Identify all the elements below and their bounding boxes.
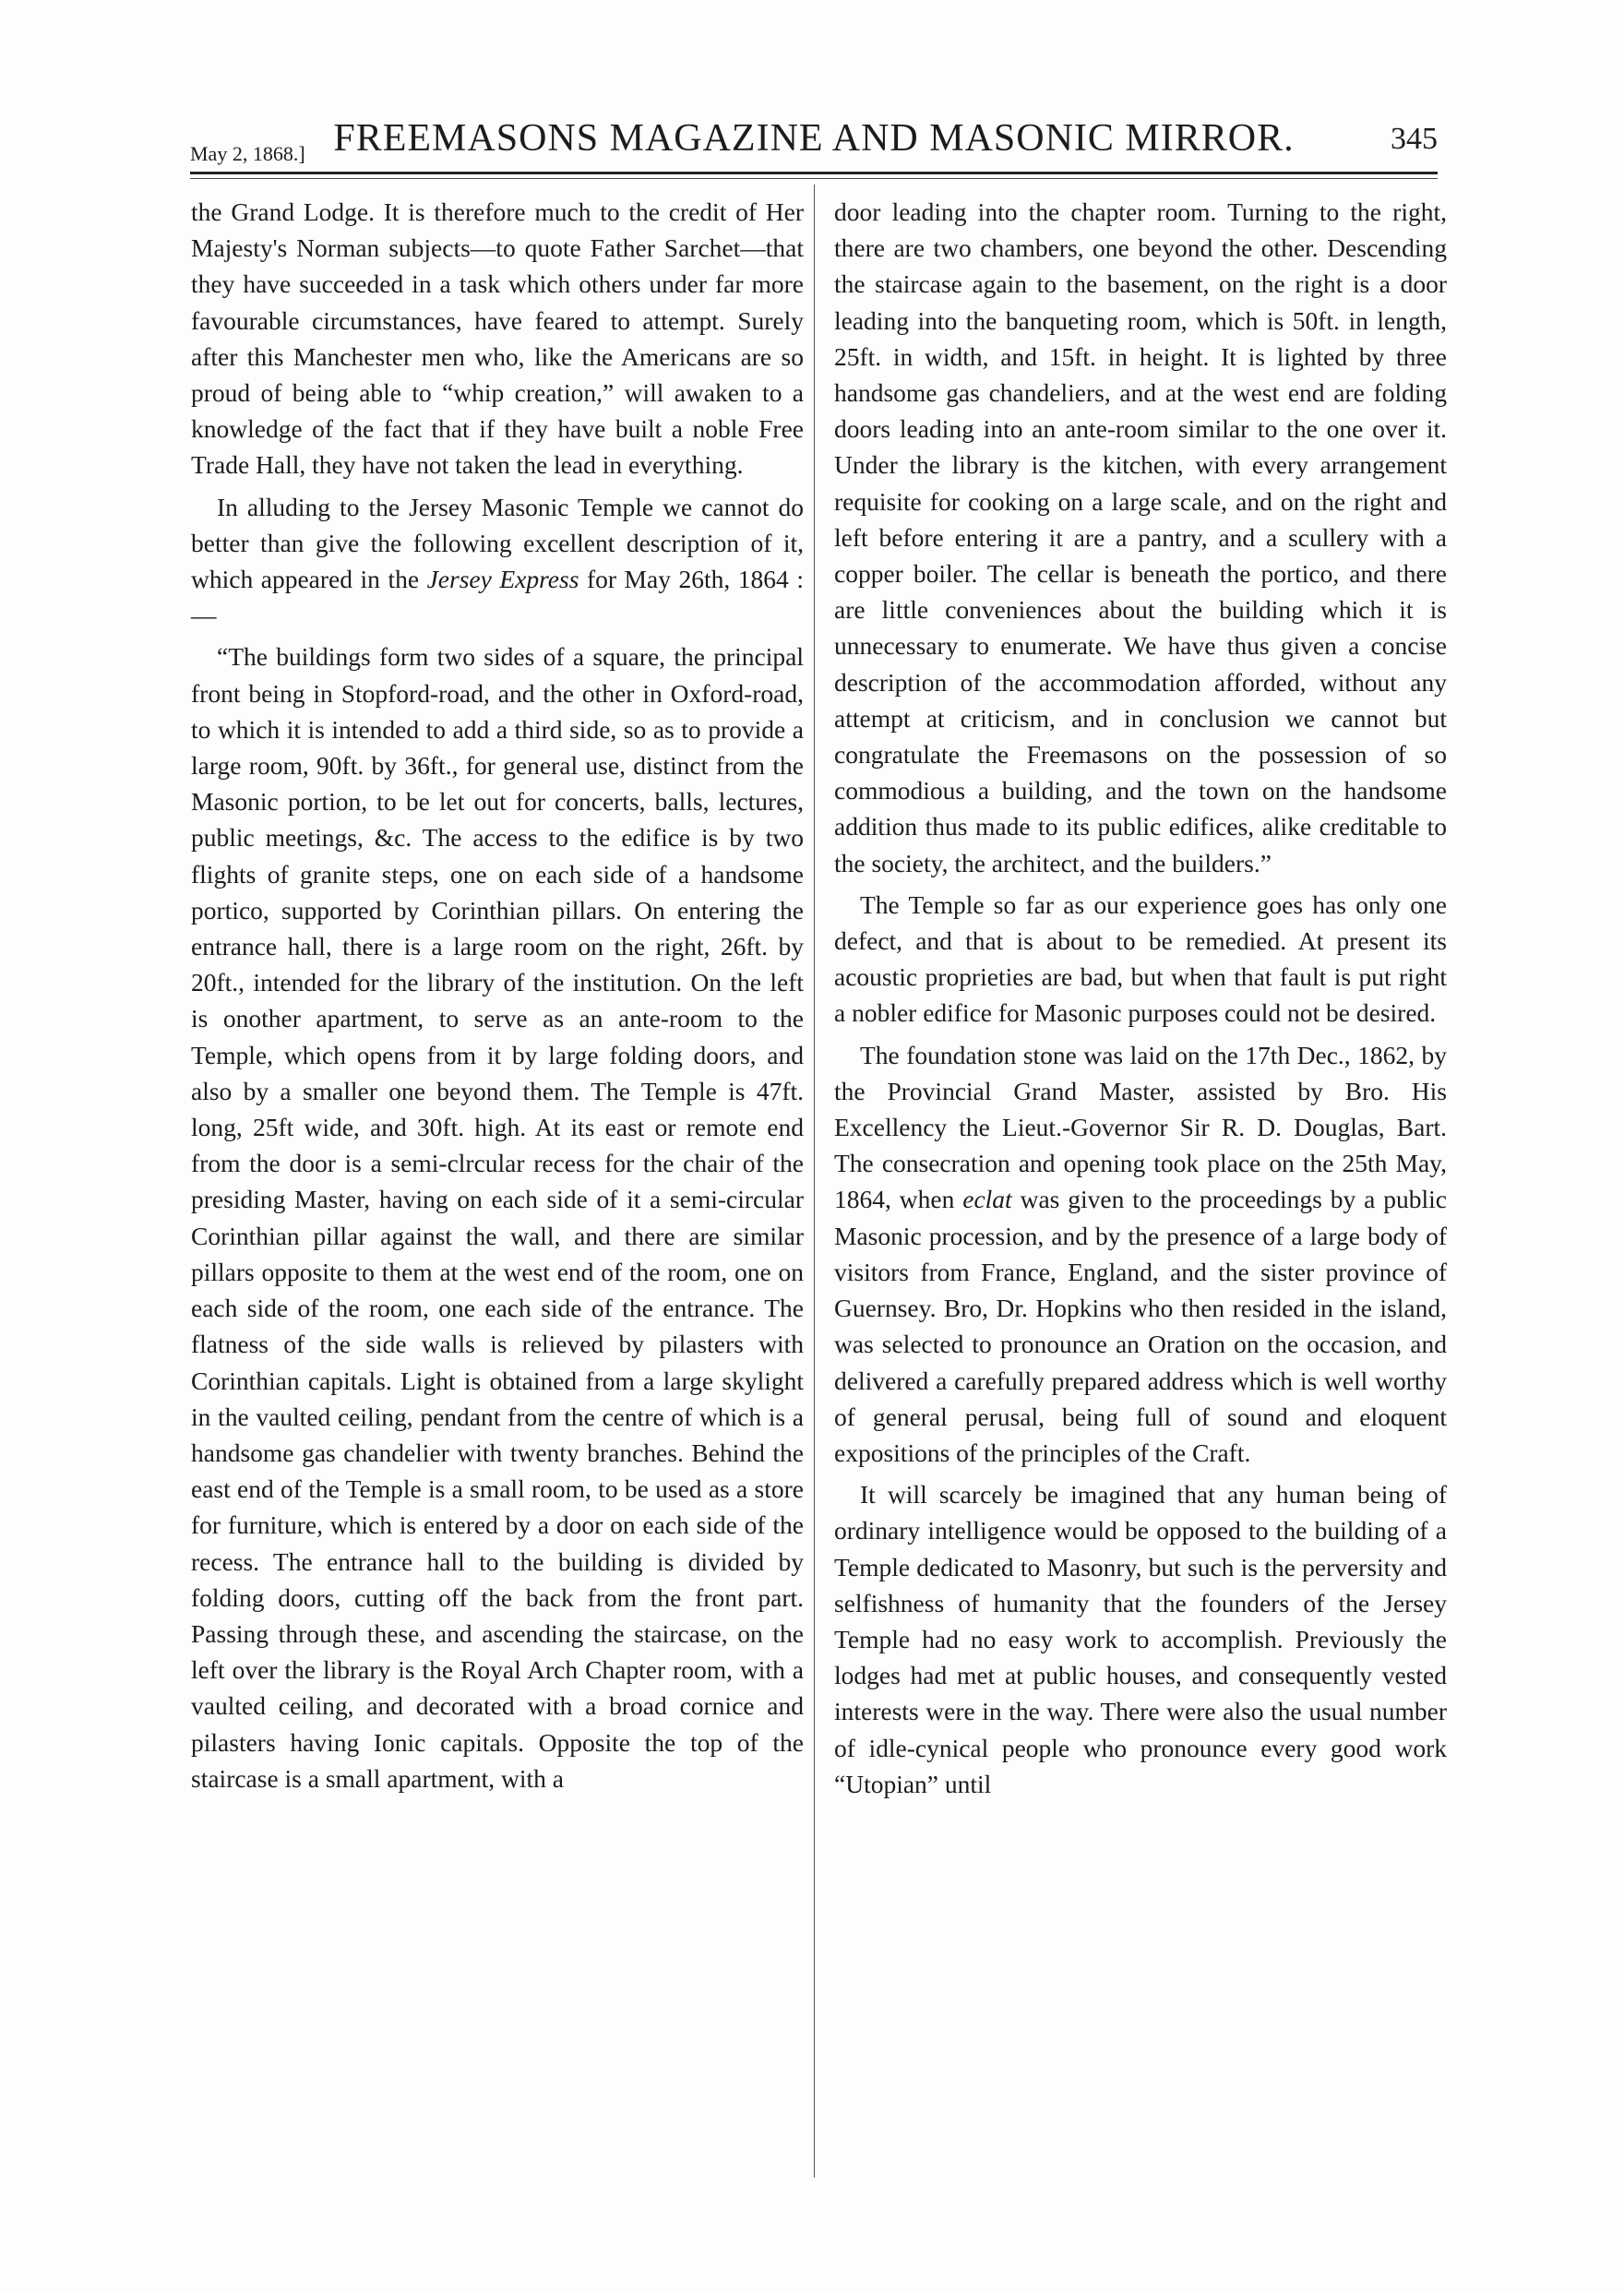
page-number: 345: [1391, 122, 1438, 156]
left-paragraph-2-end: for May 26th, 1864 :—: [191, 565, 804, 630]
right-paragraph-3-end: was given to the proceedings by a public Masonic procession, and by the presence of a large body of visitors from France, England, and the sister province of Guernsey. Bro, Dr. Hopkins who then resided in the island, was selected to pronounce an Oration on the occasion, and delivered a carefully prepared address which is well worthy of general perusal, being full of sound and eloquent expositions of the principles of the Craft.: [834, 1185, 1447, 1467]
right-paragraph-2: The Temple so far as our experience goes has only one defect, and that is about to be remedied. At present its acoustic proprieties are bad, but when that fault is put right a nobler edifice for Masonic purposes could not be desired.: [834, 889, 1447, 1028]
running-header: [190, 109, 1438, 164]
eclat-word: eclat: [962, 1185, 1012, 1214]
header-title: FREEMASONS MAGAZINE AND MASONIC MIRROR.: [333, 117, 1295, 160]
right-paragraph-1: door leading into the chapter room. Turning to the right, there are two chambers, one beyond the other. Descending the staircase again to the basement, on the right is a door leading into the banqueting room, which is 50ft. in length, 25ft. in width, and 15ft. in height. It is lighted by three handsome gas chandeliers, and at the west end are folding doors leading into an ante-room similar to the one over it. Under the library is the kitchen, with every arrangement requisite for cooking on a large scale, and on the right and left before entering it are a pantry, and a scullery with a copper boiler. The cellar is beneath the portico, and there are little conveniences about the building which it is unnecessary to enumerate. We have thus given a concise description of the accommodation afforded, without any attempt at criticism, and in conclusion we cannot but congratulate the Freemasons on the possession of so commodious a building, and the town on the handsome addition thus made to its public edifices, alike creditable to the society, the architect, and the builders.”: [834, 197, 1447, 877]
jersey-express-title: Jersey Express: [426, 565, 579, 594]
right-paragraph-3-text: The foundation stone was laid on the 17th Dec., 1862, by the Provincial Grand Master, assisted by Bro. His Excellency the Lieut.-Governor Sir R. D. Douglas, Bart. The consecration and opening took place on the 25th May, 1864, when: [834, 1040, 1447, 1214]
left-paragraph-1: the Grand Lodge. It is therefore much to the credit of Her Majesty's Norman subjects—to quote Father Sarchet—that they have succeeded in a task which others under far more favourable circumstances, have feared to attempt. Surely after this Manchester men who, like the Americans are so proud of being able to “whip creation,” will awaken to a knowledge of the fact that if they have built a noble Free Trade Hall, they have not taken the lead in everything.: [191, 197, 804, 480]
right-paragraph-3: [834, 1037, 1447, 1471]
left-column: [191, 194, 804, 1796]
header-rule: [190, 172, 1438, 174]
left-paragraph-2: [191, 489, 804, 634]
right-column: [834, 194, 1447, 1802]
header-rule-thin: [190, 178, 1438, 179]
right-paragraph-4: It will scarcely be imagined that any human being of ordinary intelligence would be opposed to the building of a Temple dedicated to Masonry, but such is the perversity and selfishness of humanity that the founders of the Jersey Temple had no easy work to accomplish. Previously the lodges had met at public houses, and consequently vested interests were in the way. There were also the usual number of idle-cynical people who pronounce every good work “Utopian” until: [834, 1480, 1447, 1798]
left-paragraph-3: “The buildings form two sides of a square, the principal front being in Stopford-road, and the other in Oxford-road, to which it is intended to add a third side, so as to provide a large room, 90ft. by 36ft., for general use, distinct from the Masonic portion, to be let out for concerts, balls, lectures, public meetings, &c. The access to the edifice is by two flights of granite steps, one on each side of a handsome portico, supported by Corinthian pillars. On entering the entrance hall, there is a large room on the right, 26ft. by 20ft., intended for the library of the institution. On the left is onother apartment, to serve as an ante-room to the Temple, which opens from it by large folding doors, and also by a smaller one beyond them. The Temple is 47ft. long, 25ft wide, and 30ft. high. At its east or remote end from the door is a semi-clrcular recess for the chair of the presiding Master, having on each side of it a semi-circular Corinthian pillar against the wall, and there are similar pillars opposite to them at the west end of the room, one on each side of the room, one each side of the entrance. The flatness of the side walls is relieved by pilasters with Corinthian capitals. Light is obtained from a large skylight in the vaulted ceiling, pendant from the centre of which is a handsome gas chandelier with twenty branches. Behind the east end of the Temple is a small room, to be used as a store for furniture, which is entered by a door on each side of the recess. The entrance hall to the building is divided by folding doors, cutting off the back from the front part. Passing through these, and ascending the staircase, on the left over the library is the Royal Arch Chapter room, with a vaulted ceiling, and decorated with a broad cornice and pilasters having Ionic capitals. Opposite the top of the staircase is a small apartment, with a: [191, 642, 804, 1793]
column-divider: [814, 185, 815, 2178]
left-paragraph-2-text: In alluding to the Jersey Masonic Temple we cannot do better than give the following excellent description of it, which appeared in the: [191, 492, 804, 594]
header-date: May 2, 1868.]: [190, 142, 305, 165]
